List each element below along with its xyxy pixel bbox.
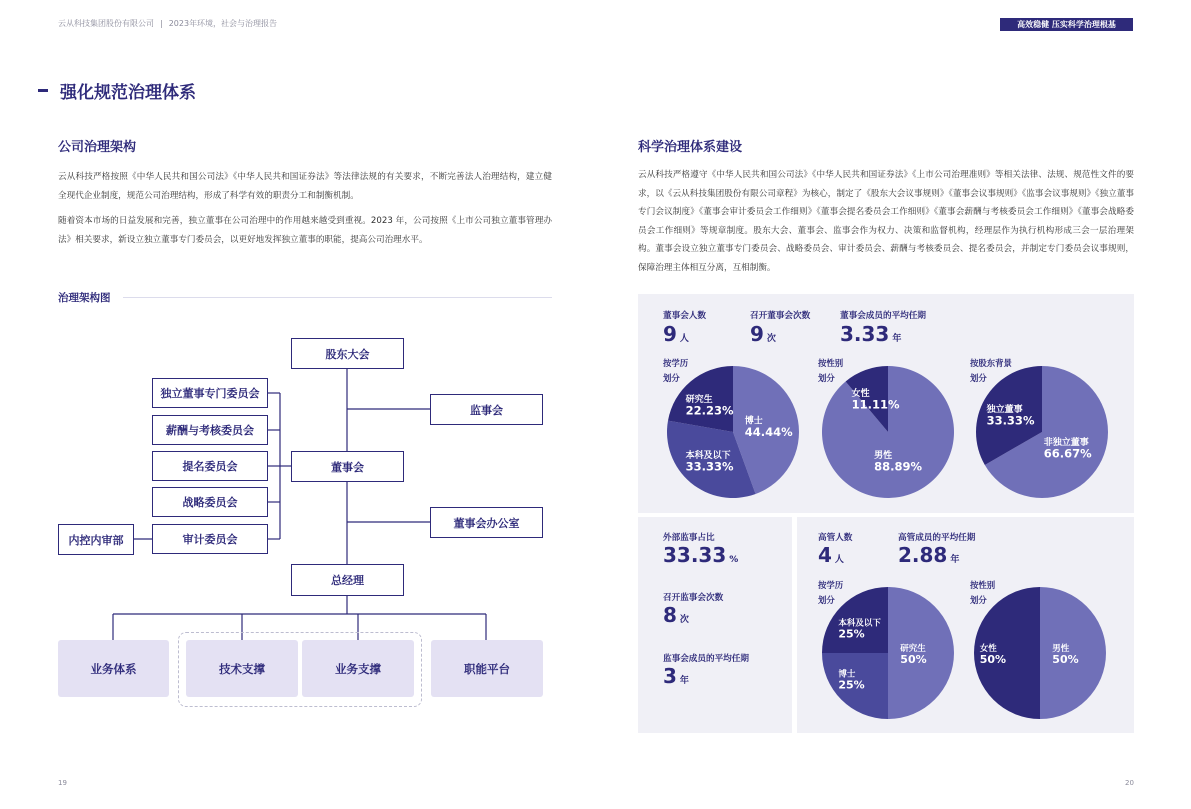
- pie-slice-label: 女性 11.11%: [851, 388, 900, 412]
- shareholders-meeting-box: 股东大会: [291, 338, 404, 369]
- supervisory-tenure-value: 3 年: [663, 664, 689, 688]
- internal-audit-box: 内控内审部: [58, 524, 134, 555]
- pie-title: 按学历 划分: [818, 580, 844, 605]
- pie-slice-label: 本科及以下 33.33%: [685, 450, 734, 474]
- page-number-left: 19: [58, 779, 67, 787]
- scientific-governance-para: 云从科技严格遵守《中华人民共和国公司法》《中华人民共和国证券法》《上市公司治理准则》等相关法律、法规、规范性文件的要求，以《云从科技集团股份有限公司章程》为核心，制定了《股东大会议事规则》《董事会议事规则》《监事会议事规则》《独立董事专门会议制度》《董事会审计委员会工作细则》《董事会提名委员会工作细则》《董事会薪酬与考核委员会工作细则》《董事会战略委员会工作细则》等规章制度。股东大会、董事会、监事会作为权力、决策和监督机构，经理层作为执行机构形成三会一层治理架构。董事会设立独立董事专门委员会、战略委员会、审计委员会、薪酬与考核委员会、提名委员会，并制定专门委员会议事规则，保障治理主体相互分离，互相制衡。: [638, 170, 1134, 273]
- board-size-label: 董事会人数: [663, 311, 706, 321]
- board-of-directors-box: 董事会: [291, 451, 404, 482]
- pie-slice-label: 女性 50%: [979, 644, 1007, 666]
- pie-slice-label: 男性 50%: [1052, 644, 1079, 666]
- pie-slice-label: 独立董事 33.33%: [986, 404, 1035, 428]
- board-tenure-value: 3.33 年: [840, 322, 902, 346]
- external-supervisor-label: 外部监事占比: [663, 533, 715, 543]
- board-tenure-label: 董事会成员的平均任期: [840, 311, 926, 321]
- function-box: 业务支撑: [302, 640, 414, 697]
- pie-slice-label: 博士 25%: [838, 669, 865, 692]
- pie-title: 按性别 划分: [818, 358, 844, 383]
- board-meetings-label: 召开董事会次数: [750, 311, 811, 321]
- supervisory-board-box: 监事会: [430, 394, 543, 425]
- board-size-value: 9 人: [663, 322, 689, 346]
- committee-box: 审计委员会: [152, 524, 268, 554]
- pie-slice-label: 男性 88.89%: [874, 450, 923, 474]
- pie-slice-label: 研究生 50%: [900, 644, 927, 666]
- supervisory-tenure-label: 监事会成员的平均任期: [663, 654, 749, 664]
- board-meetings-value: 9 次: [750, 322, 776, 346]
- general-manager-box: 总经理: [291, 564, 404, 596]
- supervisory-meetings-value: 8 次: [663, 603, 689, 627]
- committee-box: 战略委员会: [152, 487, 268, 517]
- header-company: 云从科技集团股份有限公司: [58, 19, 154, 28]
- header-tag: 高效稳健 压实科学治理根基: [1000, 18, 1133, 31]
- page-number-right: 20: [1125, 779, 1134, 787]
- executive-tenure-value: 2.88 年: [898, 543, 960, 567]
- committee-box: 薪酬与考核委员会: [152, 415, 268, 445]
- board-office-box: 董事会办公室: [430, 507, 543, 538]
- function-box: 业务体系: [58, 640, 169, 697]
- header-report: 2023年环境，社会与治理报告: [168, 19, 278, 28]
- governance-para-1: 云从科技严格按照《中华人民共和国公司法》《中华人民共和国证券法》等法律法规的有关要求，不断完善法人治理结构，建立健全现代企业制度，规范公司治理结构，形成了科学有效的职责分工和制衡机制。: [58, 172, 552, 201]
- pie-slice-label: 非独立董事 66.67%: [1043, 437, 1092, 461]
- governance-para-2: 随着资本市场的日益发展和完善，独立董事在公司治理中的作用越来越受到重视。2023 年，公司按照《上市公司独立董事管理办法》相关要求，新设立独立董事专门委员会，以更好地发挥独立董事的职能，提高公司治理水平。: [58, 216, 552, 245]
- pie-title: 按性别 划分: [970, 580, 996, 605]
- pie-title: 按学历 划分: [663, 358, 689, 383]
- external-supervisor-value: 33.33 %: [663, 543, 739, 567]
- supervisory-meetings-label: 召开监事会次数: [663, 593, 724, 603]
- committee-box: 独立董事专门委员会: [152, 378, 268, 408]
- pie-slice-label: 本科及以下 25%: [838, 618, 881, 641]
- governance-structure-heading: 公司治理架构: [58, 140, 137, 155]
- executive-count-label: 高管人数: [818, 533, 853, 543]
- org-chart-heading-text: 治理架构图: [58, 292, 111, 304]
- pie-title: 按股东背景 划分: [970, 358, 1012, 383]
- scientific-governance-heading: 科学治理体系建设: [638, 140, 743, 155]
- pie-slice-label: 研究生 22.23%: [685, 395, 734, 418]
- executive-tenure-label: 高管成员的平均任期: [898, 533, 976, 543]
- pie-slice-label: 博士 44.44%: [744, 416, 793, 440]
- section-title-text: 强化规范治理体系: [60, 83, 196, 103]
- header-separator: |: [160, 19, 163, 28]
- function-box: 职能平台: [431, 640, 543, 697]
- function-box: 技术支撑: [186, 640, 298, 697]
- committee-box: 提名委员会: [152, 451, 268, 481]
- executive-count-value: 4 人: [818, 543, 844, 567]
